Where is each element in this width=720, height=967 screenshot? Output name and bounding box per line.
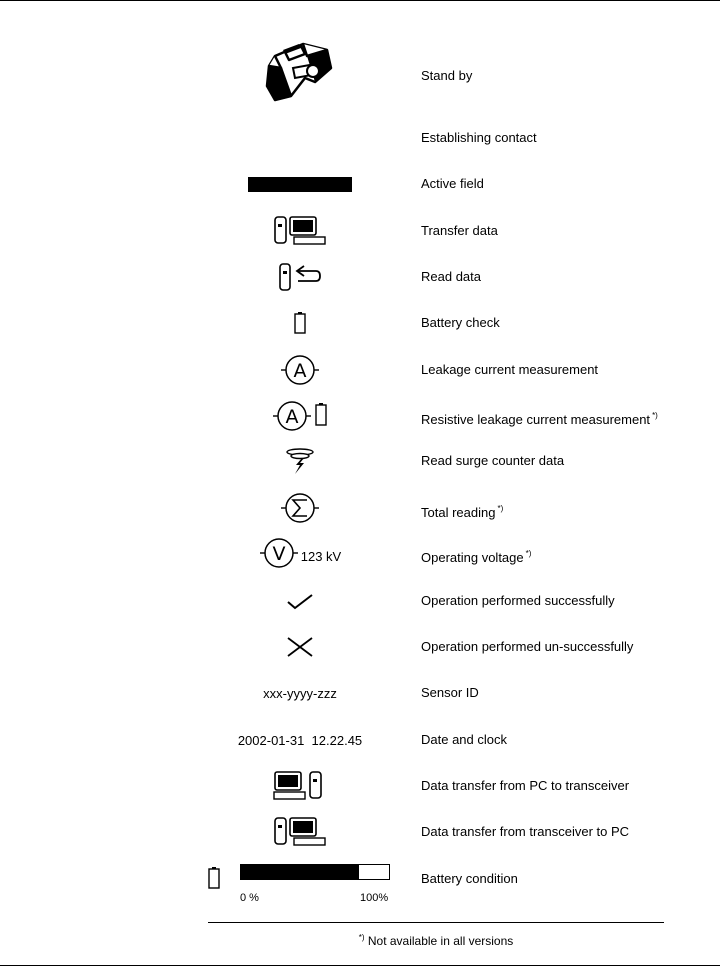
row-active-field <box>0 176 720 196</box>
transceiver-device-icon <box>200 38 400 108</box>
read-data-arrow-icon <box>200 260 400 294</box>
row-label: Resistive leakage current measurement *) <box>421 411 658 427</box>
footnote-rule <box>208 922 664 923</box>
row-pc-to-transceiver <box>0 769 720 803</box>
row-total-reading <box>0 491 720 525</box>
row-label: Date and clock <box>421 732 507 747</box>
row-stand-by <box>0 38 720 108</box>
footnote-mark: *) <box>497 504 504 513</box>
row-success <box>0 590 720 612</box>
active-field-bar-icon <box>200 176 400 192</box>
row-label: Operation performed successfully <box>421 593 615 608</box>
ammeter-battery-icon <box>200 399 400 433</box>
row-operating-voltage <box>0 536 720 570</box>
svg-text:A: A <box>285 406 299 428</box>
row-failure <box>0 635 720 659</box>
row-leakage-current <box>0 353 720 387</box>
row-read-data <box>0 260 720 294</box>
row-label: Data transfer from transceiver to PC <box>421 824 630 839</box>
row-battery-condition <box>0 860 720 906</box>
row-label: Battery check <box>421 315 500 330</box>
svg-text:V: V <box>272 543 286 565</box>
footnote-mark: *) <box>358 933 365 942</box>
row-label: Operating voltage *) <box>421 549 532 565</box>
battery-max-label: 100% <box>360 892 389 904</box>
ammeter-icon <box>200 353 400 387</box>
row-label: Sensor ID <box>421 685 479 700</box>
battery-icon <box>200 310 400 336</box>
row-label: Leakage current measurement <box>421 362 599 377</box>
battery-condition-bar-icon <box>240 864 390 880</box>
row-surge-counter <box>0 446 720 476</box>
cross-icon <box>200 635 400 659</box>
svg-text:A: A <box>293 360 307 382</box>
sigma-icon <box>200 491 400 525</box>
row-transceiver-to-pc <box>0 815 720 849</box>
row-label: Stand by <box>421 68 473 83</box>
row-battery-check <box>0 310 720 336</box>
battery-level-fill <box>241 865 359 879</box>
top-rule <box>0 0 720 1</box>
transceiver-to-pc-icon <box>200 214 400 248</box>
date-clock-value: 2002-01-31 12.22.45 <box>237 732 363 748</box>
row-transfer-data <box>0 214 720 248</box>
footnote: *) Not available in all versions <box>358 933 514 948</box>
pc-to-transceiver-icon <box>200 769 400 803</box>
voltmeter-icon <box>200 536 400 570</box>
checkmark-icon <box>200 590 400 612</box>
row-label: Read surge counter data <box>421 453 565 468</box>
row-date-clock <box>0 731 720 751</box>
row-establishing-contact <box>0 130 720 150</box>
footnote-mark: *) <box>525 549 532 558</box>
bottom-rule <box>0 965 720 966</box>
row-label: Active field <box>421 176 484 191</box>
transceiver-to-pc-icon <box>200 815 400 849</box>
row-label: Establishing contact <box>421 130 537 145</box>
row-resistive-leakage <box>0 399 720 433</box>
row-label: Battery condition <box>421 871 518 886</box>
row-sensor-id <box>0 684 720 704</box>
battery-icon <box>207 866 221 890</box>
voltage-value: 123 kV <box>300 548 342 564</box>
row-label: Read data <box>421 269 481 284</box>
footnote-mark: *) <box>652 411 658 420</box>
row-label: Transfer data <box>421 223 498 238</box>
row-label: Operation performed un-successfully <box>421 639 634 654</box>
sensor-id-value: xxx-yyyy-zzz <box>263 685 337 701</box>
battery-min-label: 0 % <box>240 892 259 904</box>
row-label: Data transfer from PC to transceiver <box>421 778 630 793</box>
surge-counter-icon <box>200 446 400 476</box>
row-label: Total reading *) <box>421 504 504 520</box>
